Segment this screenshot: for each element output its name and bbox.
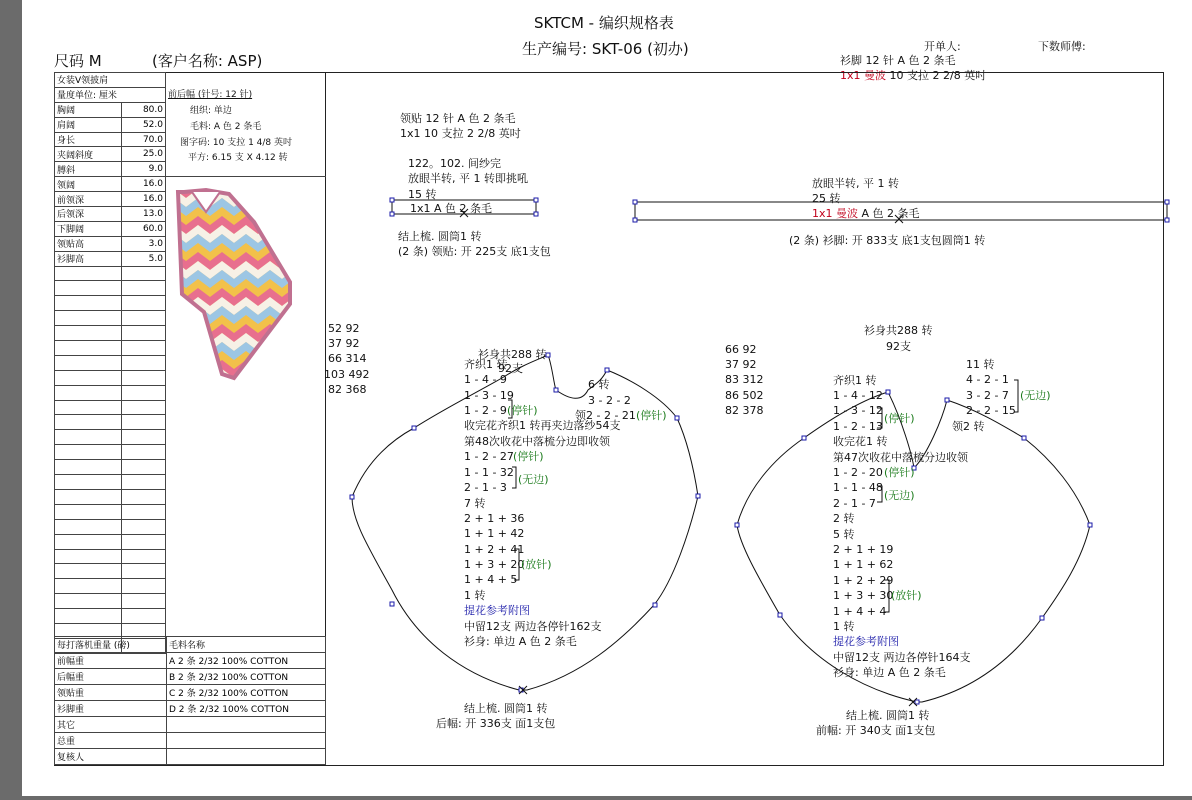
- collar-line3: 122。102. 间纱完: [408, 157, 501, 170]
- production-number: 生产编号: SKT-06 (初办): [522, 40, 689, 58]
- table-row: 膊斜 9.0: [55, 162, 166, 177]
- collar-line2: 1x1 10 支拉 2 2/8 英吋: [400, 127, 521, 140]
- back-stop-note: (停针): [507, 404, 538, 417]
- collar-line6: 1x1 A 色 2 条毛: [410, 202, 493, 215]
- table-row: 前领深 16.0: [55, 192, 166, 207]
- hem-spec-line2: 1x1 曼波 10 支拉 2 2/8 英吋: [840, 69, 987, 82]
- back-line: 1 - 1 - 32: [464, 466, 514, 479]
- front-line: 2 转: [833, 512, 855, 525]
- back-line: 1 + 1 + 42: [464, 527, 525, 540]
- designer-label: 下数师傅:: [1038, 40, 1086, 53]
- front-side-num: 66 92: [725, 343, 757, 356]
- back-close-note: 结上梳. 圆筒1 转: [464, 702, 548, 715]
- spec-title: 前后幅 (针号: 12 针): [168, 90, 253, 100]
- front-stop-note: (停针): [884, 412, 915, 425]
- front-line: 1 + 4 + 4: [833, 605, 887, 618]
- front-noedge-note: (无边): [884, 489, 915, 502]
- front-line: 1 - 2 - 20: [833, 466, 883, 479]
- front-line: 1 转: [833, 620, 855, 633]
- table-row: 肩阔 52.0: [55, 117, 166, 132]
- back-jacquard-link[interactable]: 提花参考附图: [464, 604, 530, 617]
- back-line: 1 + 4 + 5: [464, 573, 518, 586]
- spec-stitch: 组织: 单边: [190, 106, 232, 116]
- table-row: 前幅重 A 2 条 2/32 100% COTTON: [55, 653, 326, 669]
- collar-line5: 15 转: [408, 188, 437, 201]
- hem-spec-line1: 衫脚 12 针 A 色 2 条毛: [840, 54, 956, 67]
- back-side-num: 82 368: [328, 383, 367, 396]
- back-neck-stop: (停针): [636, 409, 667, 422]
- front-total: 衫身共288 转: [864, 324, 933, 337]
- back-line: 1 - 2 - 9: [464, 404, 507, 417]
- back-line: 1 + 2 + 41: [464, 543, 525, 556]
- front-side-num: 37 92: [725, 358, 757, 371]
- back-mid-note: 中留12支 两边各停针162支: [464, 620, 602, 633]
- front-neck-line: 领2 转: [952, 420, 985, 433]
- front-side-num: 86 502: [725, 389, 764, 402]
- front-side-num: 82 378: [725, 404, 764, 417]
- back-neck-line: 3 - 2 - 2: [588, 394, 631, 407]
- table-row: 复核人: [55, 749, 326, 765]
- back-line: 2 + 1 + 36: [464, 512, 525, 525]
- back-neck-line: 6 转: [588, 378, 610, 391]
- table-row: 领阔 16.0: [55, 177, 166, 192]
- table-row: 其它: [55, 717, 326, 733]
- unit-label: 量度单位: 厘米: [55, 87, 166, 102]
- front-line: 5 转: [833, 528, 855, 541]
- back-total: 衫身共288 转: [478, 348, 547, 361]
- front-line: 2 + 1 + 19: [833, 543, 894, 556]
- yarn-weight-header: 每打落机重量 (磅): [55, 637, 167, 653]
- front-line: 齐织1 转: [833, 374, 877, 387]
- table-row: 胸阔 80.0: [55, 102, 166, 117]
- back-line: 1 + 3 + 20: [464, 558, 525, 571]
- customer-name: (客户名称: ASP): [152, 52, 263, 70]
- back-line: 1 - 2 - 27: [464, 450, 514, 463]
- front-neck-line: 3 - 2 - 7: [966, 389, 1009, 402]
- style-name: 女装V领披肩: [55, 73, 166, 88]
- collar-line4: 放眼半转, 平 1 转即挑吼: [408, 172, 528, 185]
- front-start-note: 前幅: 开 340支 面1支包: [816, 724, 936, 737]
- table-row: 领贴重 C 2 条 2/32 100% COTTON: [55, 685, 326, 701]
- front-close-note: 结上梳. 圆筒1 转: [846, 709, 930, 722]
- back-line: 7 转: [464, 497, 486, 510]
- front-mid-note: 中留12支 两边各停针164支: [833, 651, 971, 664]
- front-line: 1 - 1 - 48: [833, 481, 883, 494]
- back-line: 2 - 1 - 3: [464, 481, 507, 494]
- front-line: 1 + 3 + 30: [833, 589, 894, 602]
- page-title: SKTCM - 编织规格表: [534, 14, 674, 32]
- back-line: 1 转: [464, 589, 486, 602]
- front-neck-line: 4 - 2 - 1: [966, 373, 1009, 386]
- front-neck-line: 11 转: [966, 358, 995, 371]
- size-label: 尺码 M: [54, 52, 102, 70]
- back-start-note: 后幅: 开 336支 面1支包: [436, 717, 556, 730]
- front-stop-note: (停针): [884, 466, 915, 479]
- spec-square: 平方: 6.15 支 X 4.12 转: [188, 153, 288, 163]
- front-jacquard-link[interactable]: 提花参考附图: [833, 635, 899, 648]
- hem-line3: 放眼半转, 平 1 转: [812, 177, 899, 190]
- back-line: 1 - 3 - 19: [464, 389, 514, 402]
- spec-yarn: 毛料: A 色 2 条毛: [190, 122, 262, 132]
- opener-label: 开单人:: [924, 40, 961, 53]
- collar-line7: 结上梳. 圆筒1 转: [398, 230, 482, 243]
- front-line: 2 - 1 - 7: [833, 497, 876, 510]
- front-stitches: 92支: [886, 340, 911, 353]
- table-row: 衫脚重 D 2 条 2/32 100% COTTON: [55, 701, 326, 717]
- back-line: 收完花齐织1 转再夹边落纱54支: [464, 419, 621, 432]
- hem-line4: 25 转: [812, 192, 841, 205]
- back-body-note: 衫身: 单边 A 色 2 条毛: [464, 635, 577, 648]
- front-line: 1 - 4 - 12: [833, 389, 883, 402]
- yarn-name-header: 毛料名称: [167, 637, 326, 653]
- front-line: 1 + 1 + 62: [833, 558, 894, 571]
- back-side-num: 52 92: [328, 322, 360, 335]
- back-stop-note: (停针): [513, 450, 544, 463]
- front-line: 第47次收花中落梳分边收领: [833, 451, 968, 464]
- hem-line5: 1x1 曼波 A 色 2 条毛: [812, 207, 920, 220]
- back-side-num: 66 314: [328, 352, 367, 365]
- front-line: 收完花1 转: [833, 435, 888, 448]
- table-row: 后领深 13.0: [55, 207, 166, 222]
- front-side-num: 83 312: [725, 373, 764, 386]
- table-row: 身长 70.0: [55, 132, 166, 147]
- spec-gauge: 图字码: 10 支拉 1 4/8 英吋: [180, 138, 292, 148]
- table-row: 夹阔斜度 25.0: [55, 147, 166, 162]
- table-row: 领贴高 3.0: [55, 236, 166, 251]
- front-neck-line: 2 - 2 - 15: [966, 404, 1016, 417]
- front-line: 1 - 3 - 12: [833, 404, 883, 417]
- back-neck-line: 领2 - 2 - 21: [575, 409, 636, 422]
- front-line: 1 + 2 + 29: [833, 574, 894, 587]
- back-stitches: 92支: [498, 362, 523, 375]
- front-line: 1 - 2 - 13: [833, 420, 883, 433]
- front-body-note: 衫身: 单边 A 色 2 条毛: [833, 666, 946, 679]
- table-row: 总重: [55, 733, 326, 749]
- back-line: 第48次收花中落梳分边即收领: [464, 435, 610, 448]
- back-side-num: 37 92: [328, 337, 360, 350]
- collar-line8: (2 条) 领贴: 开 225支 底1支包: [398, 245, 551, 258]
- hem-rib-label: 1x1 曼波: [840, 69, 887, 82]
- front-release-note: (放针): [891, 589, 922, 602]
- front-neck-noedge: (无边): [1020, 389, 1051, 402]
- back-line: 齐织1 转: [464, 358, 508, 371]
- hem-line6: (2 条) 衫脚: 开 833支 底1支包圆筒1 转: [789, 234, 986, 247]
- back-line: 1 - 4 - 9: [464, 373, 507, 386]
- table-row: 后幅重 B 2 条 2/32 100% COTTON: [55, 669, 326, 685]
- table-row: 下脚阔 60.0: [55, 221, 166, 236]
- spec-sheet: [22, 0, 1192, 796]
- back-noedge-note: (无边): [518, 473, 549, 486]
- table-row: 衫脚高 5.0: [55, 251, 166, 266]
- collar-line1: 领贴 12 针 A 色 2 条毛: [400, 112, 516, 125]
- back-release-note: (放针): [521, 558, 552, 571]
- back-side-num: 103 492: [324, 368, 370, 381]
